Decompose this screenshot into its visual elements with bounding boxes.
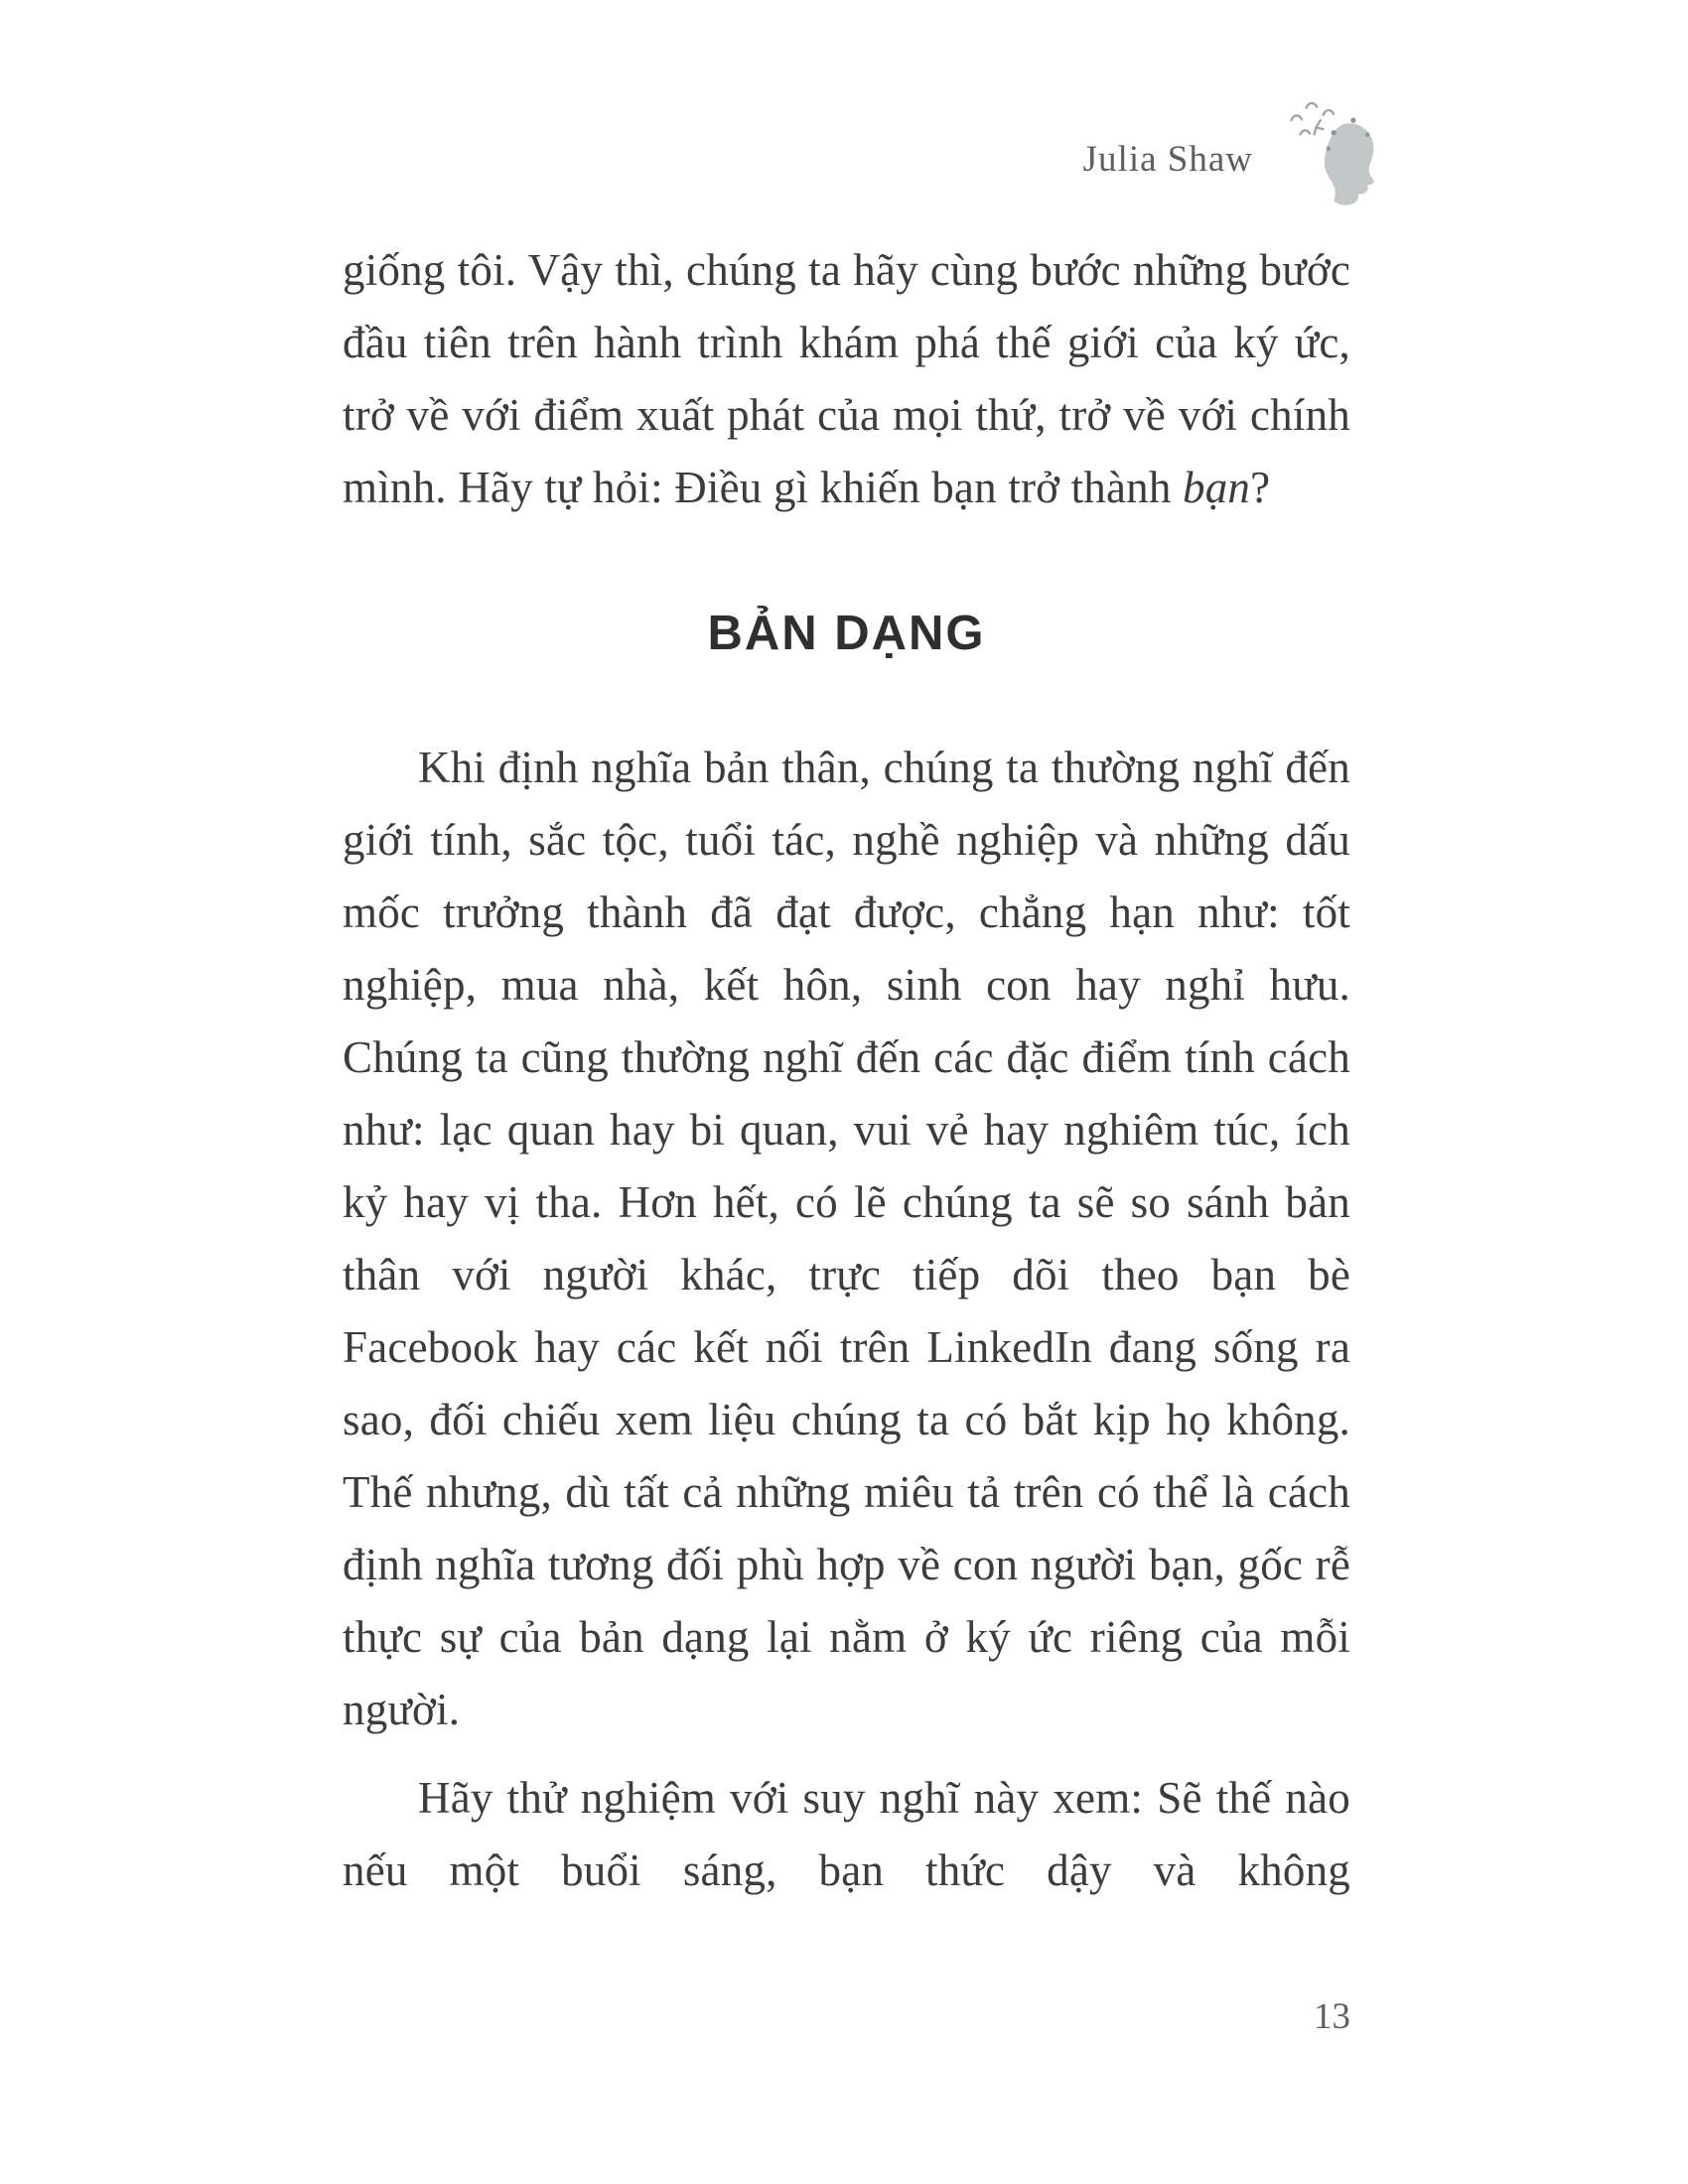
paragraph-thought-experiment: Hãy thử nghiệm với suy nghĩ này xem: Sẽ thế nào nếu một buổi sáng, bạn thức dậy và không bbox=[343, 1773, 1350, 1895]
running-head bbox=[1083, 97, 1390, 221]
italic-word: bạn bbox=[1183, 463, 1251, 512]
paragraph-text: giống tôi. Vậy thì, chúng ta hãy cùng bước những bước đầu tiên trên hành trình khám phá thế giới của ký ức, trở về với điểm xuất phát của mọi thứ, trở về với chính mình. Hãy tự hỏi: Điều gì khiến bạn trở thành bbox=[343, 245, 1350, 512]
author-name: Julia Shaw bbox=[1082, 139, 1253, 180]
section-heading: BẢN DẠNG bbox=[707, 607, 986, 660]
paragraph-identity: Khi định nghĩa bản thân, chúng ta thường nghĩ đến giới tính, sắc tộc, tuổi tác, nghề nghiệp và những dấu mốc trưởng thành đã đạt được, chẳng hạn như: tốt nghiệp, mua nhà, kết hôn, sinh con hay nghỉ hưu. Chúng ta cũng thường nghĩ đến các đặc điểm tính cách như: lạc quan hay bi quan, vui vẻ hay nghiêm túc, ích kỷ hay vị tha. Hơn hết, có lẽ chúng ta sẽ so sánh bản thân với người khác, trực tiếp dõi theo bạn bè Facebook hay các kết nối trên LinkedIn đang sống ra sao, đối chiếu xem liệu chúng ta có bắt kịp họ không. Thế nhưng, dù tất cả những miêu tả trên có thể là cách định nghĩa tương đối phù hợp về con người bạn, gốc rễ thực sự của bản dạng lại nằm ở ký ức riêng của mỗi người. bbox=[343, 743, 1350, 1734]
page-number: 13 bbox=[1314, 1996, 1350, 2037]
head-ornament-icon bbox=[1281, 97, 1390, 221]
page-content bbox=[343, 234, 1350, 1907]
paragraph-text-after: ? bbox=[1250, 463, 1271, 512]
paragraph-continuation bbox=[343, 234, 1350, 524]
